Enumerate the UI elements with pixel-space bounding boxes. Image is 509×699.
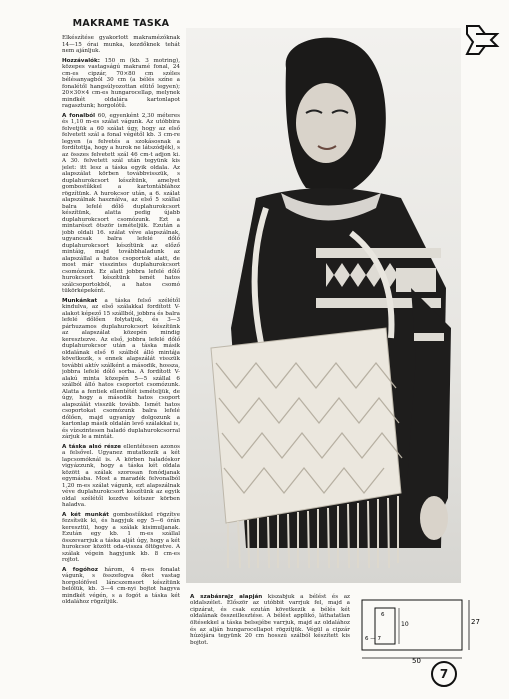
cutting-pattern-diagram <box>357 590 487 665</box>
paragraph-fonal <box>62 113 180 295</box>
photo-illustration <box>186 28 461 583</box>
materials-text: 150 m (kb. 3 motring), közepes vastagságú makramé fonal, 24 cm-es cipzár, 70×80 cm széles bélésanyagból 30 cm (a bélés színe a fonalétől hangsúlyozottan elütő legyen); 20×30×4 cm-es hungarocellap, melynek mindkét oldalára kartonlapot ragasztunk; horgolótű. <box>62 57 180 109</box>
caption-text: kiszabjuk a bélést és az oldalszélet. Először az utóbbit varrjuk fel, majd a cipzárat, és csak ezután következik a bélés két oldalának összeillesztése. A bélést applikó, láthatatlan öltésekkel a táska belsejébe varrjuk, majd az oldalához és az alján hungarocellapot rögzítjük. Végül a cipzár húzójára tegyünk 20 cm hosszú szálból készített kis bojtot. <box>190 593 350 646</box>
paragraph-fogo <box>62 567 180 606</box>
dim-inner-label: 10 <box>401 621 409 628</box>
dim-inner-small-label: 6 <box>381 612 385 618</box>
p3-label: A táska alsó része <box>62 443 122 450</box>
materials-label: Hozzávalók: <box>62 57 100 64</box>
p1-text: 60, egyenként 2,30 méteres és 1,10 m-es szálat vágunk. Az utóbbira felvetjük a 60 szálat úgy, hogy az első felvetett szál a fonal végétől kb. 3 cm-re legyen (a felvetés a szokásosnak a fordítottja, hogy a hurok ne látszódjék), s az összes felvetett szál 46 cm-t adjon ki. A 30. felvetett szál után tegyünk kis jelet: itt lesz a táska egyik oldala. Az alapszálat körben továbbvisszük, s duplahurokcsort készítünk, amelyet gombostűkkel a kartontáblához rögzítünk. A hurokcsor után, a 6. szálat alapszálnak használva, az első 5 szállal balra lefelé dőlő duplahurokcsort készítünk, alatta pedig újabb duplahurokcsort csomózunk. Ezt a mintarészt ötször ismételjük. Ezután a jobb oldali 16. szálat véve alapszálnak, ugyancsak balra lefelé dőlő duplahurokcsort készítünk az előző mintáig, majd továbbhaladunk az alapszállal a hatos csoportok alatt, de most már visszintes duplahurokcsort csomózunk. Ez alatt jobbra lefelé dőlő hurokcsort készítünk ismét hatos szálcsoportokból, a hatos csomó tükörképeként. <box>62 112 180 294</box>
p5-label: A fogóhoz <box>62 566 99 573</box>
face-shape <box>296 83 356 163</box>
page-number: 7 <box>431 661 457 687</box>
model-with-macrame-bag-photo <box>186 28 461 583</box>
dim-side-label: 6 — 7 <box>365 636 381 642</box>
intro-paragraph: Elkészítése gyakorlott makramézóknak 14—15 órai munka, kezdőknek tehát nem ajánljuk. <box>62 35 180 54</box>
paragraph-munka <box>62 298 180 441</box>
paragraph-also-resz <box>62 444 180 509</box>
paragraph-ket-munka <box>62 512 180 564</box>
materials-paragraph <box>62 58 180 110</box>
p4-label: A két munkát <box>62 511 109 518</box>
magazine-logo-icon <box>464 20 500 56</box>
p2-label: Munkánkat <box>62 297 98 304</box>
p2-text: a táska felső szélétől kindulva, az első szálakkal fordított V-alakot képező 15 szállból, jobbra és balra lefelé dőlően folytatjuk, és 3—3 párhuzamos duplahurokcsort készítünk az alapszálat közepén mindig keresztezve. Az első, jobbra lefelé dőlő duplahurokcsor után a táska másik oldalának első 6 szálból álló mintája következik, s ennek alapszálát visszük további aktív szálként a második, hossza, jobbra lefelé dőlő sorba. A fordított V-alakú minta közepén 5—5 szállal 6 szálból álló hatos csoportot csomózunk. Alatta a fentiek ellentétét ismételjük, de úgy, hogy a második hatos csoport alapszálát visszük tovább. Ismét hatos csoportokat csomózunk balra lefelé dőlően, majd ugyanígy dolgozunk a kartonlap másik oldalán levő szálakkal is, és vízszintesen haladó duplahurokcsorral zárjuk le a mintát. <box>62 297 180 440</box>
article-text-column <box>62 18 180 658</box>
dim-width-label: 50 <box>412 657 421 665</box>
caption-label: A szabásrajz alapján <box>190 593 263 600</box>
p5-text: három, 4 m-es fonalat vágunk, s összefogva őket vastag horgolófővel láncszemsort készítünk belőlük, kb. 3—4 cm-nyi bojtot hagyva mindkét végén, s a fogót a táska két oldalához rögzítjük. <box>62 566 180 605</box>
dim-height-label: 27 <box>471 618 480 626</box>
pattern-caption <box>190 594 350 647</box>
p4-text: gombostűkkel rögzítve fezsítsük ki, és hagyjuk egy 5—6 órán keresztül, hogy a szálak kisimuljanak. Ezután egy kb. 1 m-es szállal összevarrjuk a táska alját úgy, hogy a két hurokcsor között oda-vissza öltögetve. A szálak végein hagyjunk kb. 8 cm-es rojtot. <box>62 511 180 563</box>
article-title: MAKRAMÉ TÁSKA <box>72 18 170 29</box>
p3-text: ellentétesen azonos a felsővel. Ugyanez mutatkozik a két lapcsomóknál is. A körben haladóskor vigyázzunk, hogy a táska két oldala között a szálak szorosan fonódjanak egymásba. Most a maradék felvonalból 1,20 m-es szálat vágunk, ezt alapszálnak véve duplahurokcsort készítünk az egyik oldal szélétől kezdve kétszer körben haladva. <box>62 443 180 508</box>
p1-label: A fonalból <box>62 112 95 119</box>
